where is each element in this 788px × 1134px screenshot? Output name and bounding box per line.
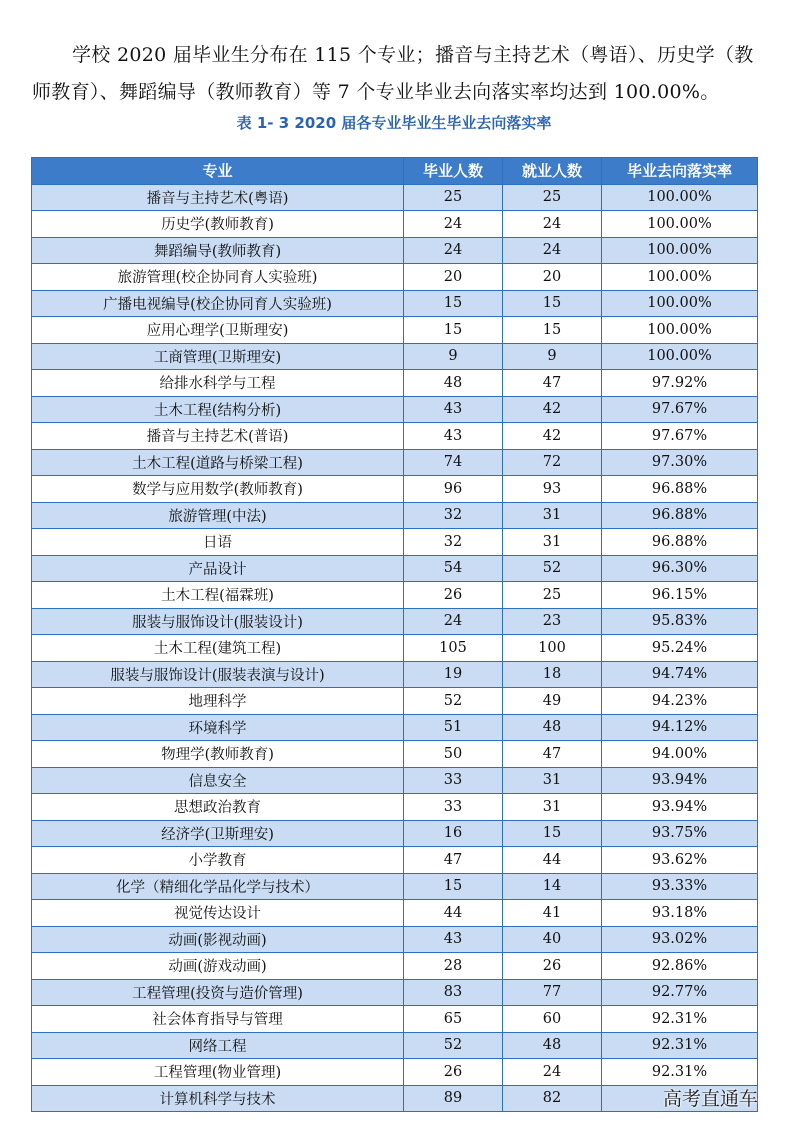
cell-employed: 47 [503,370,602,397]
cell-employed: 25 [503,184,602,211]
cell-graduates: 9 [404,343,503,370]
table-row [32,608,758,635]
cell-graduates: 15 [404,317,503,344]
cell-employed: 9 [503,343,602,370]
cell-rate: 95.83% [602,608,758,635]
table-row [32,237,758,264]
cell-rate: 96.88% [602,529,758,556]
cell-employed: 48 [503,1032,602,1059]
cell-employed: 31 [503,767,602,794]
cell-rate: 92.77% [602,979,758,1006]
header-employed: 就业人数 [503,158,602,185]
cell-graduates: 50 [404,741,503,768]
table-row [32,264,758,291]
table-row [32,926,758,953]
cell-employed: 31 [503,529,602,556]
cell-employed: 41 [503,900,602,927]
cell-employed: 49 [503,688,602,715]
cell-employed: 26 [503,953,602,980]
table-row [32,1059,758,1086]
cell-graduates: 74 [404,449,503,476]
cell-major: 地理科学 [32,688,404,715]
cell-graduates: 43 [404,926,503,953]
cell-graduates: 89 [404,1085,503,1112]
cell-major: 化学（精细化学品化学与技术） [32,873,404,900]
cell-major: 工程管理(投资与造价管理) [32,979,404,1006]
table-row [32,900,758,927]
cell-major: 广播电视编导(校企协同育人实验班) [32,290,404,317]
cell-graduates: 44 [404,900,503,927]
cell-rate: 93.94% [602,794,758,821]
table-row [32,370,758,397]
cell-graduates: 32 [404,529,503,556]
cell-rate: 96.30% [602,555,758,582]
cell-major: 数学与应用数学(教师教育) [32,476,404,503]
cell-rate: 96.88% [602,502,758,529]
cell-rate: 100.00% [602,237,758,264]
cell-major: 土木工程(福霖班) [32,582,404,609]
cell-graduates: 48 [404,370,503,397]
cell-rate: 93.02% [602,926,758,953]
cell-rate: 93.18% [602,900,758,927]
cell-major: 播音与主持艺术(普语) [32,423,404,450]
table-row [32,635,758,662]
cell-employed: 15 [503,290,602,317]
cell-major: 经济学(卫斯理安) [32,820,404,847]
cell-rate: 97.67% [602,423,758,450]
table-row [32,184,758,211]
cell-major: 小学教育 [32,847,404,874]
cell-graduates: 52 [404,1032,503,1059]
table-row [32,767,758,794]
cell-rate: 97.92% [602,370,758,397]
cell-major: 服装与服饰设计(服装表演与设计) [32,661,404,688]
cell-graduates: 51 [404,714,503,741]
cell-employed: 15 [503,820,602,847]
cell-major: 产品设计 [32,555,404,582]
table-row [32,343,758,370]
table-row [32,476,758,503]
cell-employed: 42 [503,396,602,423]
table-row [32,555,758,582]
table-row [32,290,758,317]
cell-graduates: 33 [404,794,503,821]
cell-graduates: 83 [404,979,503,1006]
cell-major: 动画(影视动画) [32,926,404,953]
table-row [32,1032,758,1059]
cell-employed: 23 [503,608,602,635]
cell-rate: 95.24% [602,635,758,662]
cell-rate: 94.74% [602,661,758,688]
cell-graduates: 24 [404,211,503,238]
table-body [32,184,758,1112]
cell-major: 旅游管理(校企协同育人实验班) [32,264,404,291]
table-row [32,979,758,1006]
watermark-logo-text: 高考直通车 [662,1088,758,1110]
cell-rate: 92.31% [602,1059,758,1086]
cell-rate: 94.12% [602,714,758,741]
cell-graduates: 26 [404,1059,503,1086]
cell-major: 应用心理学(卫斯理安) [32,317,404,344]
table-header-row [32,158,758,185]
table-row [32,1085,758,1112]
cell-graduates: 26 [404,582,503,609]
cell-graduates: 25 [404,184,503,211]
cell-major: 环境科学 [32,714,404,741]
cell-rate: 100.00% [602,211,758,238]
table-row [32,529,758,556]
cell-major: 计算机科学与技术 [32,1085,404,1112]
cell-rate: 92.31% [602,1006,758,1033]
cell-employed: 47 [503,741,602,768]
table-row [32,661,758,688]
table-row [32,449,758,476]
cell-rate: 94.23% [602,688,758,715]
cell-graduates: 54 [404,555,503,582]
cell-graduates: 96 [404,476,503,503]
cell-employed: 24 [503,237,602,264]
cell-employed: 24 [503,211,602,238]
header-major: 专业 [32,158,404,185]
cell-graduates: 24 [404,608,503,635]
cell-graduates: 43 [404,396,503,423]
cell-employed: 48 [503,714,602,741]
table-row [32,794,758,821]
table-row [32,953,758,980]
cell-rate: 100.00% [602,184,758,211]
table-row [32,502,758,529]
cell-rate: 96.88% [602,476,758,503]
cell-employed: 77 [503,979,602,1006]
cell-major: 给排水科学与工程 [32,370,404,397]
cell-major: 视觉传达设计 [32,900,404,927]
cell-graduates: 19 [404,661,503,688]
table-row [32,820,758,847]
cell-major: 动画(游戏动画) [32,953,404,980]
table-row [32,741,758,768]
cell-employed: 44 [503,847,602,874]
cell-major: 网络工程 [32,1032,404,1059]
cell-employed: 31 [503,794,602,821]
table-row [32,847,758,874]
cell-employed: 82 [503,1085,602,1112]
cell-major: 播音与主持艺术(粤语) [32,184,404,211]
table-row [32,317,758,344]
cell-employed: 25 [503,582,602,609]
cell-major: 物理学(教师教育) [32,741,404,768]
table-row [32,688,758,715]
cell-rate: 96.15% [602,582,758,609]
cell-rate: 93.62% [602,847,758,874]
cell-rate: 93.75% [602,820,758,847]
table-caption: 表 1- 3 2020 届各专业毕业生毕业去向落实率 [236,114,552,132]
cell-employed: 93 [503,476,602,503]
cell-employed: 15 [503,317,602,344]
cell-graduates: 105 [404,635,503,662]
cell-rate: 100.00% [602,343,758,370]
cell-major: 日语 [32,529,404,556]
cell-employed: 100 [503,635,602,662]
cell-employed: 18 [503,661,602,688]
cell-rate: 97.67% [602,396,758,423]
cell-major: 土木工程(结构分析) [32,396,404,423]
cell-rate: 92.86% [602,953,758,980]
cell-employed: 20 [503,264,602,291]
cell-major: 工商管理(卫斯理安) [32,343,404,370]
cell-employed: 60 [503,1006,602,1033]
cell-major: 旅游管理(中法) [32,502,404,529]
cell-rate: 93.33% [602,873,758,900]
cell-major: 服装与服饰设计(服装设计) [32,608,404,635]
cell-major: 土木工程(建筑工程) [32,635,404,662]
cell-major: 社会体育指导与管理 [32,1006,404,1033]
cell-rate: 93.94% [602,767,758,794]
cell-graduates: 47 [404,847,503,874]
cell-graduates: 52 [404,688,503,715]
cell-rate: 100.00% [602,264,758,291]
cell-rate: 94.00% [602,741,758,768]
cell-major: 工程管理(物业管理) [32,1059,404,1086]
cell-major: 土木工程(道路与桥梁工程) [32,449,404,476]
cell-graduates: 65 [404,1006,503,1033]
table-row [32,423,758,450]
intro-paragraph: 学校 2020 届毕业生分布在 115 个专业；播音与主持艺术（粤语）、历史学（教师教育）、舞蹈编导（教师教育）等 7 个专业毕业去向落实率均达到 100.00%。 [32,44,754,103]
cell-graduates: 33 [404,767,503,794]
cell-major: 舞蹈编导(教师教育) [32,237,404,264]
cell-rate: 100.00% [602,290,758,317]
header-rate: 毕业去向落实率 [602,158,758,185]
table-row [32,873,758,900]
cell-employed: 24 [503,1059,602,1086]
cell-employed: 31 [503,502,602,529]
cell-employed: 42 [503,423,602,450]
table-row [32,211,758,238]
cell-graduates: 24 [404,237,503,264]
cell-graduates: 32 [404,502,503,529]
cell-employed: 52 [503,555,602,582]
cell-graduates: 15 [404,873,503,900]
table-row [32,396,758,423]
cell-graduates: 28 [404,953,503,980]
cell-employed: 40 [503,926,602,953]
cell-rate: 92.31% [602,1032,758,1059]
cell-graduates: 20 [404,264,503,291]
cell-employed: 72 [503,449,602,476]
cell-major: 思想政治教育 [32,794,404,821]
cell-employed: 14 [503,873,602,900]
cell-graduates: 16 [404,820,503,847]
table-row [32,714,758,741]
table-row [32,1006,758,1033]
employment-rate-table [31,157,758,1112]
table-row [32,582,758,609]
cell-graduates: 43 [404,423,503,450]
cell-major: 信息安全 [32,767,404,794]
cell-graduates: 15 [404,290,503,317]
header-graduates: 毕业人数 [404,158,503,185]
cell-major: 历史学(教师教育) [32,211,404,238]
cell-rate: 100.00% [602,317,758,344]
cell-rate: 97.30% [602,449,758,476]
